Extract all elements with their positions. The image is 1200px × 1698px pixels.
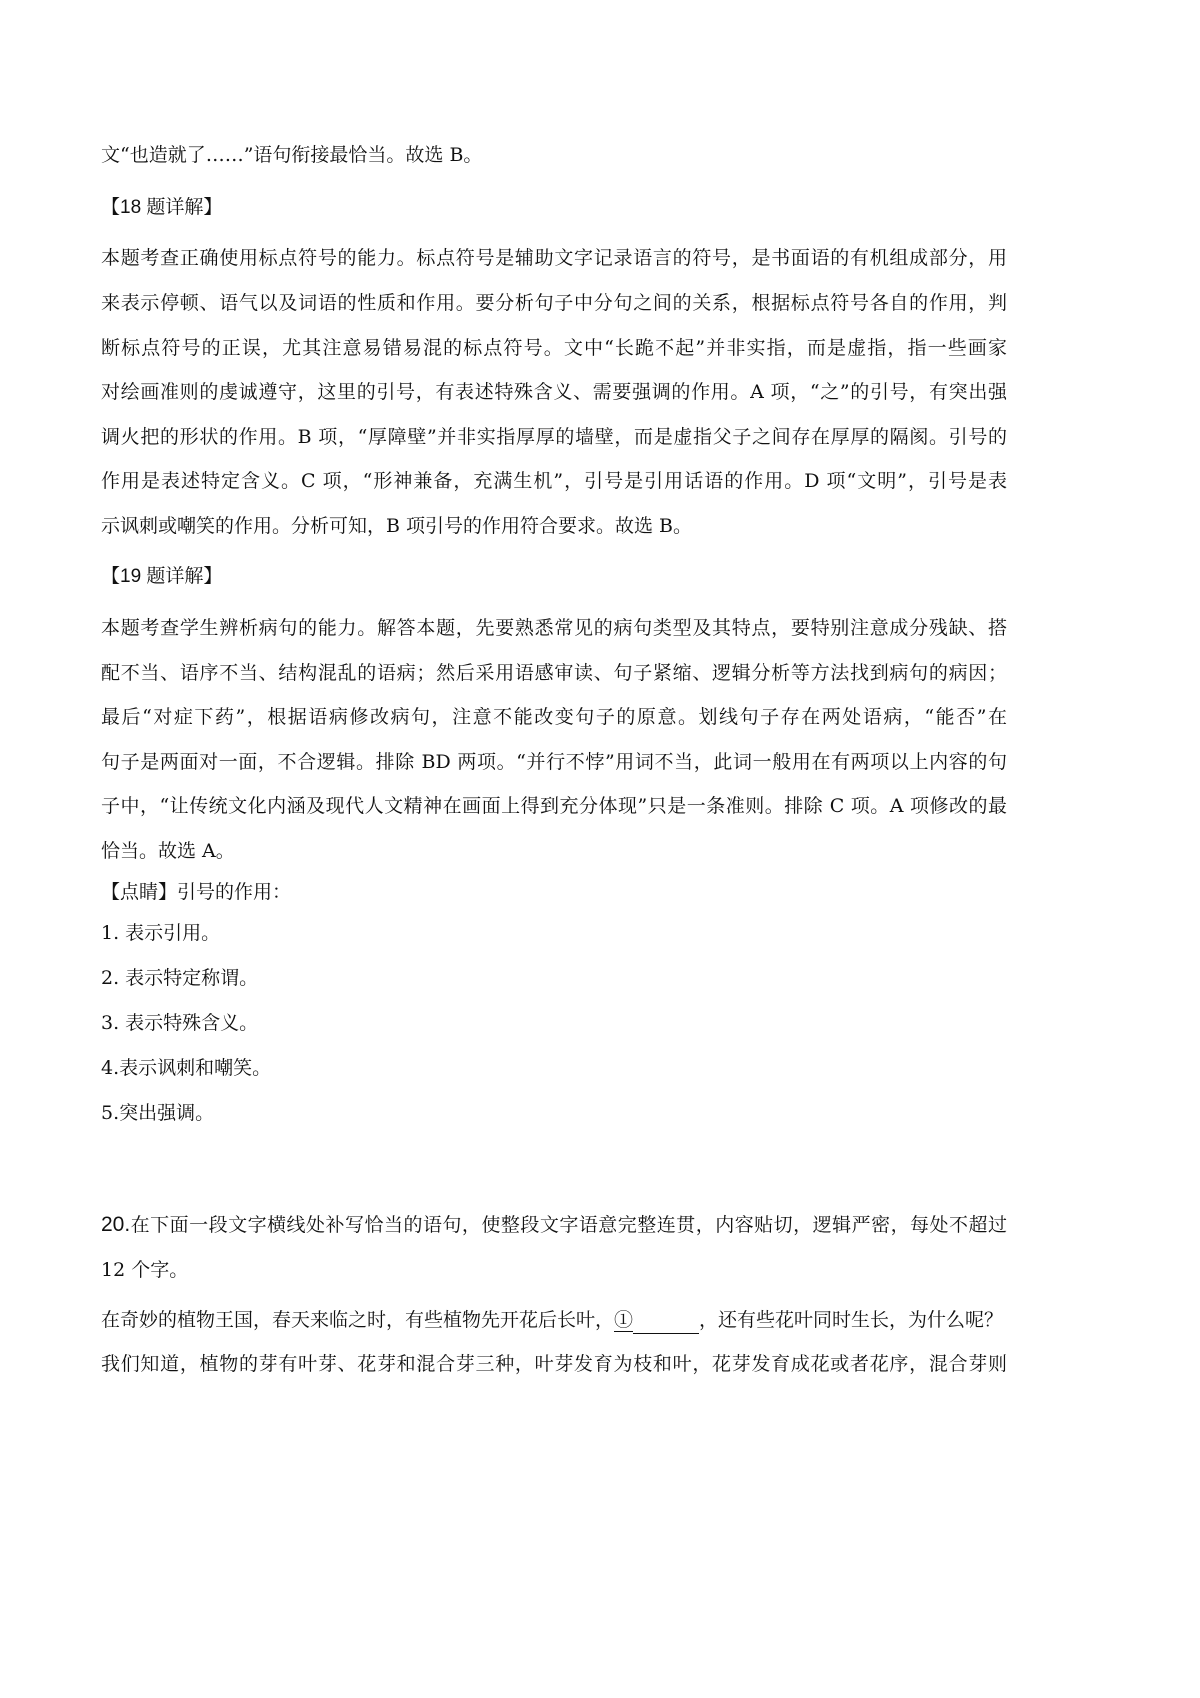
q20-prompt-text: 在下面一段文字横线处补写恰当的语句，使整段文字语意完整连贯，内容贴切，逻辑严密，每处不超过 xyxy=(130,1214,1007,1236)
q18-line: 调火把的形状的作用。B 项，“厚障壁”并非实指厚厚的墙壁，而是虚指父子之间存在厚厚的隔阂。引号的 xyxy=(101,426,1007,448)
q20-prompt xyxy=(101,1212,1007,1238)
answer-blank[interactable] xyxy=(633,1313,699,1334)
tip-item: 5.突出强调。 xyxy=(101,1102,215,1124)
q19-line: 恰当。故选 A。 xyxy=(101,840,235,862)
q18-line: 对绘画准则的虔诚遵守，这里的引号，有表述特殊含义、需要强调的作用。A 项，“之”的引号，有突出强 xyxy=(101,381,1007,403)
q19-line: 本题考查学生辨析病句的能力。解答本题，先要熟悉常见的病句类型及其特点，要特别注意成分残缺、搭 xyxy=(101,617,1007,639)
tip-item: 3. 表示特殊含义。 xyxy=(101,1012,259,1034)
q19-line: 配不当、语序不当、结构混乱的语病；然后采用语感审读、句子紧缩、逻辑分析等方法找到病句的病因； xyxy=(101,662,1007,684)
blank-label: ① xyxy=(614,1309,634,1331)
q18-line: 断标点符号的正误，尤其注意易错易混的标点符号。文中“长跪不起”并非实指，而是虚指，指一些画家 xyxy=(101,337,1007,359)
q19-heading: 【19 题详解】 xyxy=(101,566,223,587)
q18-heading: 【18 题详解】 xyxy=(101,197,223,218)
q18-line: 作用是表述特定含义。C 项，“形神兼备，充满生机”，引号是引用话语的作用。D 项“文明”，引号是表 xyxy=(101,470,1007,492)
q19-line: 句子是两面对一面，不合逻辑。排除 BD 两项。“并行不悖”用词不当，此词一般用在有两项以上内容的句 xyxy=(101,751,1007,773)
passage-text: 在奇妙的植物王国，春天来临之时，有些植物先开花后长叶， xyxy=(101,1309,615,1331)
tip-item: 1. 表示引用。 xyxy=(101,922,221,944)
q18-line: 本题考查正确使用标点符号的能力。标点符号是辅助文字记录语言的符号，是书面语的有机组成部分，用 xyxy=(101,247,1007,269)
q20-prompt-line2: 12 个字。 xyxy=(101,1259,189,1281)
q20-passage-line xyxy=(101,1307,1007,1334)
q19-line: 最后“对症下药”，根据语病修改病句，注意不能改变句子的原意。划线句子存在两处语病，“能否”在 xyxy=(101,706,1007,728)
q18-line: 来表示停顿、语气以及词语的性质和作用。要分析句子中分句之间的关系，根据标点符号各自的作用，判 xyxy=(101,292,1007,314)
tip-heading: 【点睛】引号的作用： xyxy=(101,881,292,903)
prev-answer-line: 文“也造就了……”语句衔接最恰当。故选 B。 xyxy=(101,144,483,166)
tip-item: 4.表示讽刺和嘲笑。 xyxy=(101,1057,272,1079)
q20-passage-line: 我们知道，植物的芽有叶芽、花芽和混合芽三种，叶芽发育为枝和叶，花芽发育成花或者花序，混合芽则 xyxy=(101,1353,1007,1375)
tip-item: 2. 表示特定称谓。 xyxy=(101,967,259,989)
passage-text: ，还有些花叶同时生长，为什么呢？ xyxy=(699,1309,1004,1331)
q20-number: 20. xyxy=(101,1213,131,1236)
q18-line: 示讽刺或嘲笑的作用。分析可知，B 项引号的作用符合要求。故选 B。 xyxy=(101,515,693,537)
q19-line: 子中，“让传统文化内涵及现代人文精神在画面上得到充分体现”只是一条准则。排除 C 项。A 项修改的最 xyxy=(101,795,1007,817)
